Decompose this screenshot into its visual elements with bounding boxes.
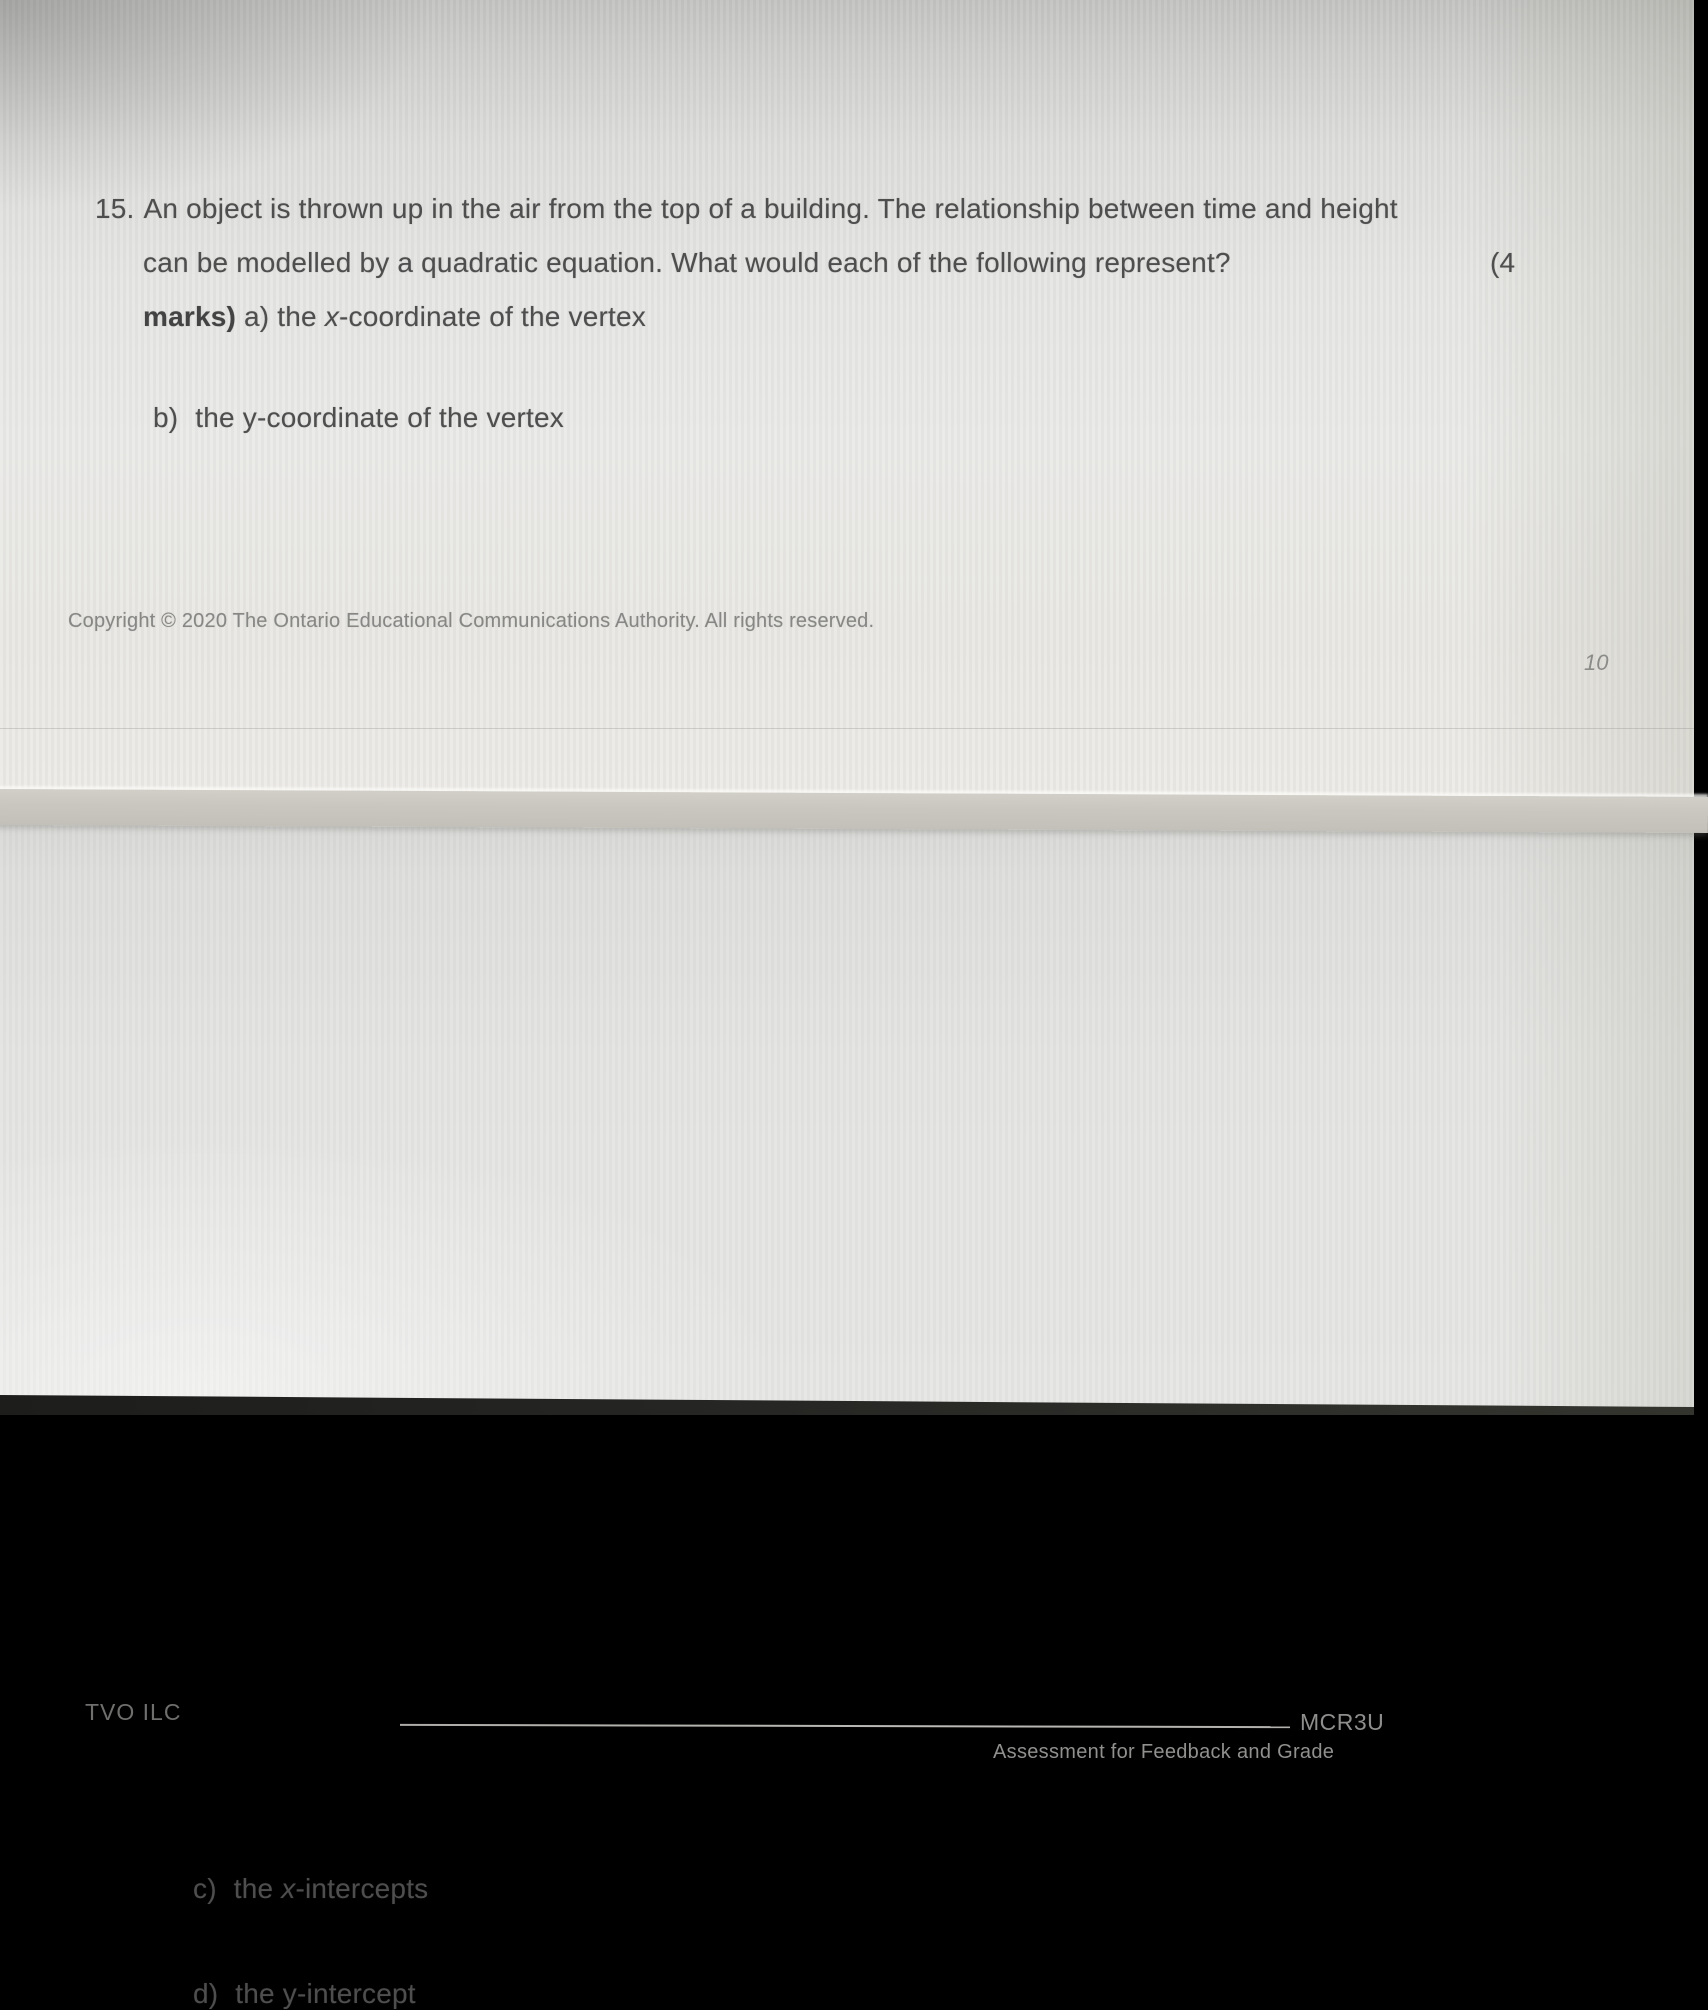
question-part-c <box>193 1873 428 1905</box>
part-c-label: c) <box>193 1873 217 1904</box>
part-b-label: b) <box>153 402 179 433</box>
part-c-variable: x <box>281 1873 296 1904</box>
marks-label: marks) <box>143 301 237 332</box>
header-rule-line <box>400 1724 1290 1728</box>
page-number: 10 <box>1584 650 1609 675</box>
part-c-text: -intercepts <box>295 1873 429 1904</box>
part-b-text: the y-coordinate of the vertex <box>195 402 564 433</box>
part-c-prefix: the <box>233 1873 282 1904</box>
question-15-line-3 <box>143 301 646 333</box>
header-course-code: MCR3U <box>1300 1709 1385 1735</box>
part-d-label: d) <box>193 1978 219 2009</box>
part-a-variable: x <box>324 301 340 332</box>
page-bottom-edge <box>0 728 1694 729</box>
question-part-d <box>193 1978 416 2010</box>
question-text-line-2: can be modelled by a quadratic equation. What would each of the following represent? <box>143 247 1231 278</box>
header-subtitle: Assessment for Feedback and Grade <box>993 1741 1335 1763</box>
part-d-text: the y-intercept <box>235 1978 416 2009</box>
question-15-line-1 <box>95 193 1398 225</box>
question-part-b <box>153 402 564 434</box>
question-15-line-2 <box>143 247 1516 279</box>
part-a-prefix: a) the <box>236 301 325 332</box>
marks-value: (4 <box>1490 247 1516 278</box>
question-text-line-1: An object is thrown up in the air from the top of a building. The relationship between time and height <box>143 193 1398 224</box>
copyright-notice: Copyright © 2020 The Ontario Educational Communications Authority. All rights reserved. <box>68 610 875 632</box>
header-organization: TVO ILC <box>85 1699 182 1725</box>
document-page-next <box>0 796 1694 2009</box>
question-number: 15. <box>95 193 135 224</box>
document-page-10 <box>0 0 1694 800</box>
part-a-text: -coordinate of the vertex <box>339 301 646 332</box>
